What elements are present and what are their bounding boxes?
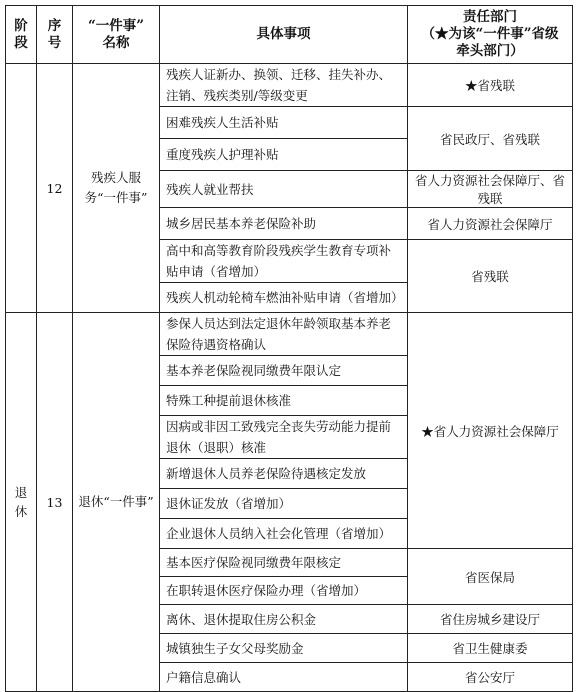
dept-cell: 省人力资源社会保障厅 — [408, 208, 573, 240]
item-cell: 困难残疾人生活补贴 — [160, 107, 408, 139]
table-row — [6, 313, 573, 356]
item-cell: 户籍信息确认 — [160, 663, 408, 692]
item-cell: 企业退休人员纳入社会化管理（省增加） — [160, 519, 408, 549]
header-row — [6, 6, 573, 64]
stage-cell: 退 休 — [6, 313, 37, 692]
item-cell: 基本医疗保险视同缴费年限核定 — [160, 549, 408, 577]
dept-cell: ★省残联 — [408, 64, 573, 107]
item-cell: 残疾人就业帮扶 — [160, 171, 408, 208]
name-cell: 残疾人服务“一件事” — [73, 64, 160, 313]
item-cell: 参保人员达到法定退休年龄领取基本养老保险待遇资格确认 — [160, 313, 408, 356]
item-cell: 城乡居民基本养老保险补助 — [160, 208, 408, 240]
dept-cell: 省残联 — [408, 240, 573, 313]
item-cell: 在职转退休医疗保险办理（省增加） — [160, 577, 408, 605]
header-name: “一件事” 名称 — [73, 6, 160, 64]
header-dept: 责任部门 （★为该“一件事”省级 牵头部门） — [408, 6, 573, 64]
seq-cell: 12 — [37, 64, 73, 313]
dept-cell: 省民政厅、省残联 — [408, 107, 573, 171]
header-stage: 阶 段 — [6, 6, 37, 64]
item-cell: 城镇独生子女父母奖励金 — [160, 634, 408, 663]
dept-cell: 省人力资源社会保障厅、省残联 — [408, 171, 573, 208]
item-cell: 重度残疾人护理补贴 — [160, 139, 408, 171]
item-cell: 高中和高等教育阶段残疾学生教育专项补贴申请（省增加） — [160, 240, 408, 283]
dept-cell: 省医保局 — [408, 549, 573, 605]
dept-cell: ★省人力资源社会保障厅 — [408, 313, 573, 549]
item-cell: 离休、退休提取住房公积金 — [160, 605, 408, 634]
name-cell: 退休“一件事” — [73, 313, 160, 692]
item-cell: 新增退休人员养老保险待遇核定发放 — [160, 459, 408, 489]
item-cell: 残疾人机动轮椅车燃油补贴申请（省增加） — [160, 283, 408, 313]
item-cell: 因病或非因工致残完全丧失劳动能力提前退休（退职）核准 — [160, 416, 408, 459]
item-cell: 残疾人证新办、换领、迁移、挂失补办、注销、残疾类别/等级变更 — [160, 64, 408, 107]
header-seq: 序 号 — [37, 6, 73, 64]
table-row — [6, 64, 573, 107]
item-cell: 特殊工种提前退休核准 — [160, 386, 408, 416]
seq-cell: 13 — [37, 313, 73, 692]
stage-cell-empty — [6, 64, 37, 313]
header-item: 具体事项 — [160, 6, 408, 64]
item-cell: 退休证发放（省增加） — [160, 489, 408, 519]
matters-table — [5, 5, 573, 692]
item-cell: 基本养老保险视同缴费年限认定 — [160, 356, 408, 386]
dept-cell: 省住房城乡建设厅 — [408, 605, 573, 634]
dept-cell: 省公安厅 — [408, 663, 573, 692]
dept-cell: 省卫生健康委 — [408, 634, 573, 663]
